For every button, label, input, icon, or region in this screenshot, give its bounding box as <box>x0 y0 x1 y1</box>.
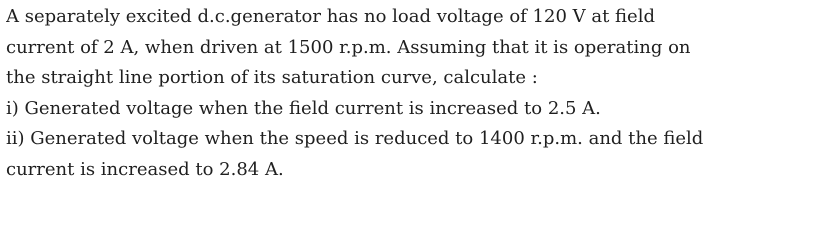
question-ii-line-2: current is increased to 2.84 A. <box>6 158 284 180</box>
problem-line-2: current of 2 A, when driven at 1500 r.p.m. Assuming that it is operating on <box>6 36 691 58</box>
problem-statement <box>6 2 824 185</box>
problem-line-3: the straight line portion of its saturation curve, calculate : <box>6 67 538 88</box>
question-ii-line-1: ii) Generated voltage when the speed is reduced to 1400 r.p.m. and the field <box>6 128 704 149</box>
question-i: i) Generated voltage when the field current is increased to 2.5 A. <box>6 97 601 119</box>
problem-line-1: A separately excited d.c.generator has no load voltage of 120 V at field <box>6 6 655 27</box>
